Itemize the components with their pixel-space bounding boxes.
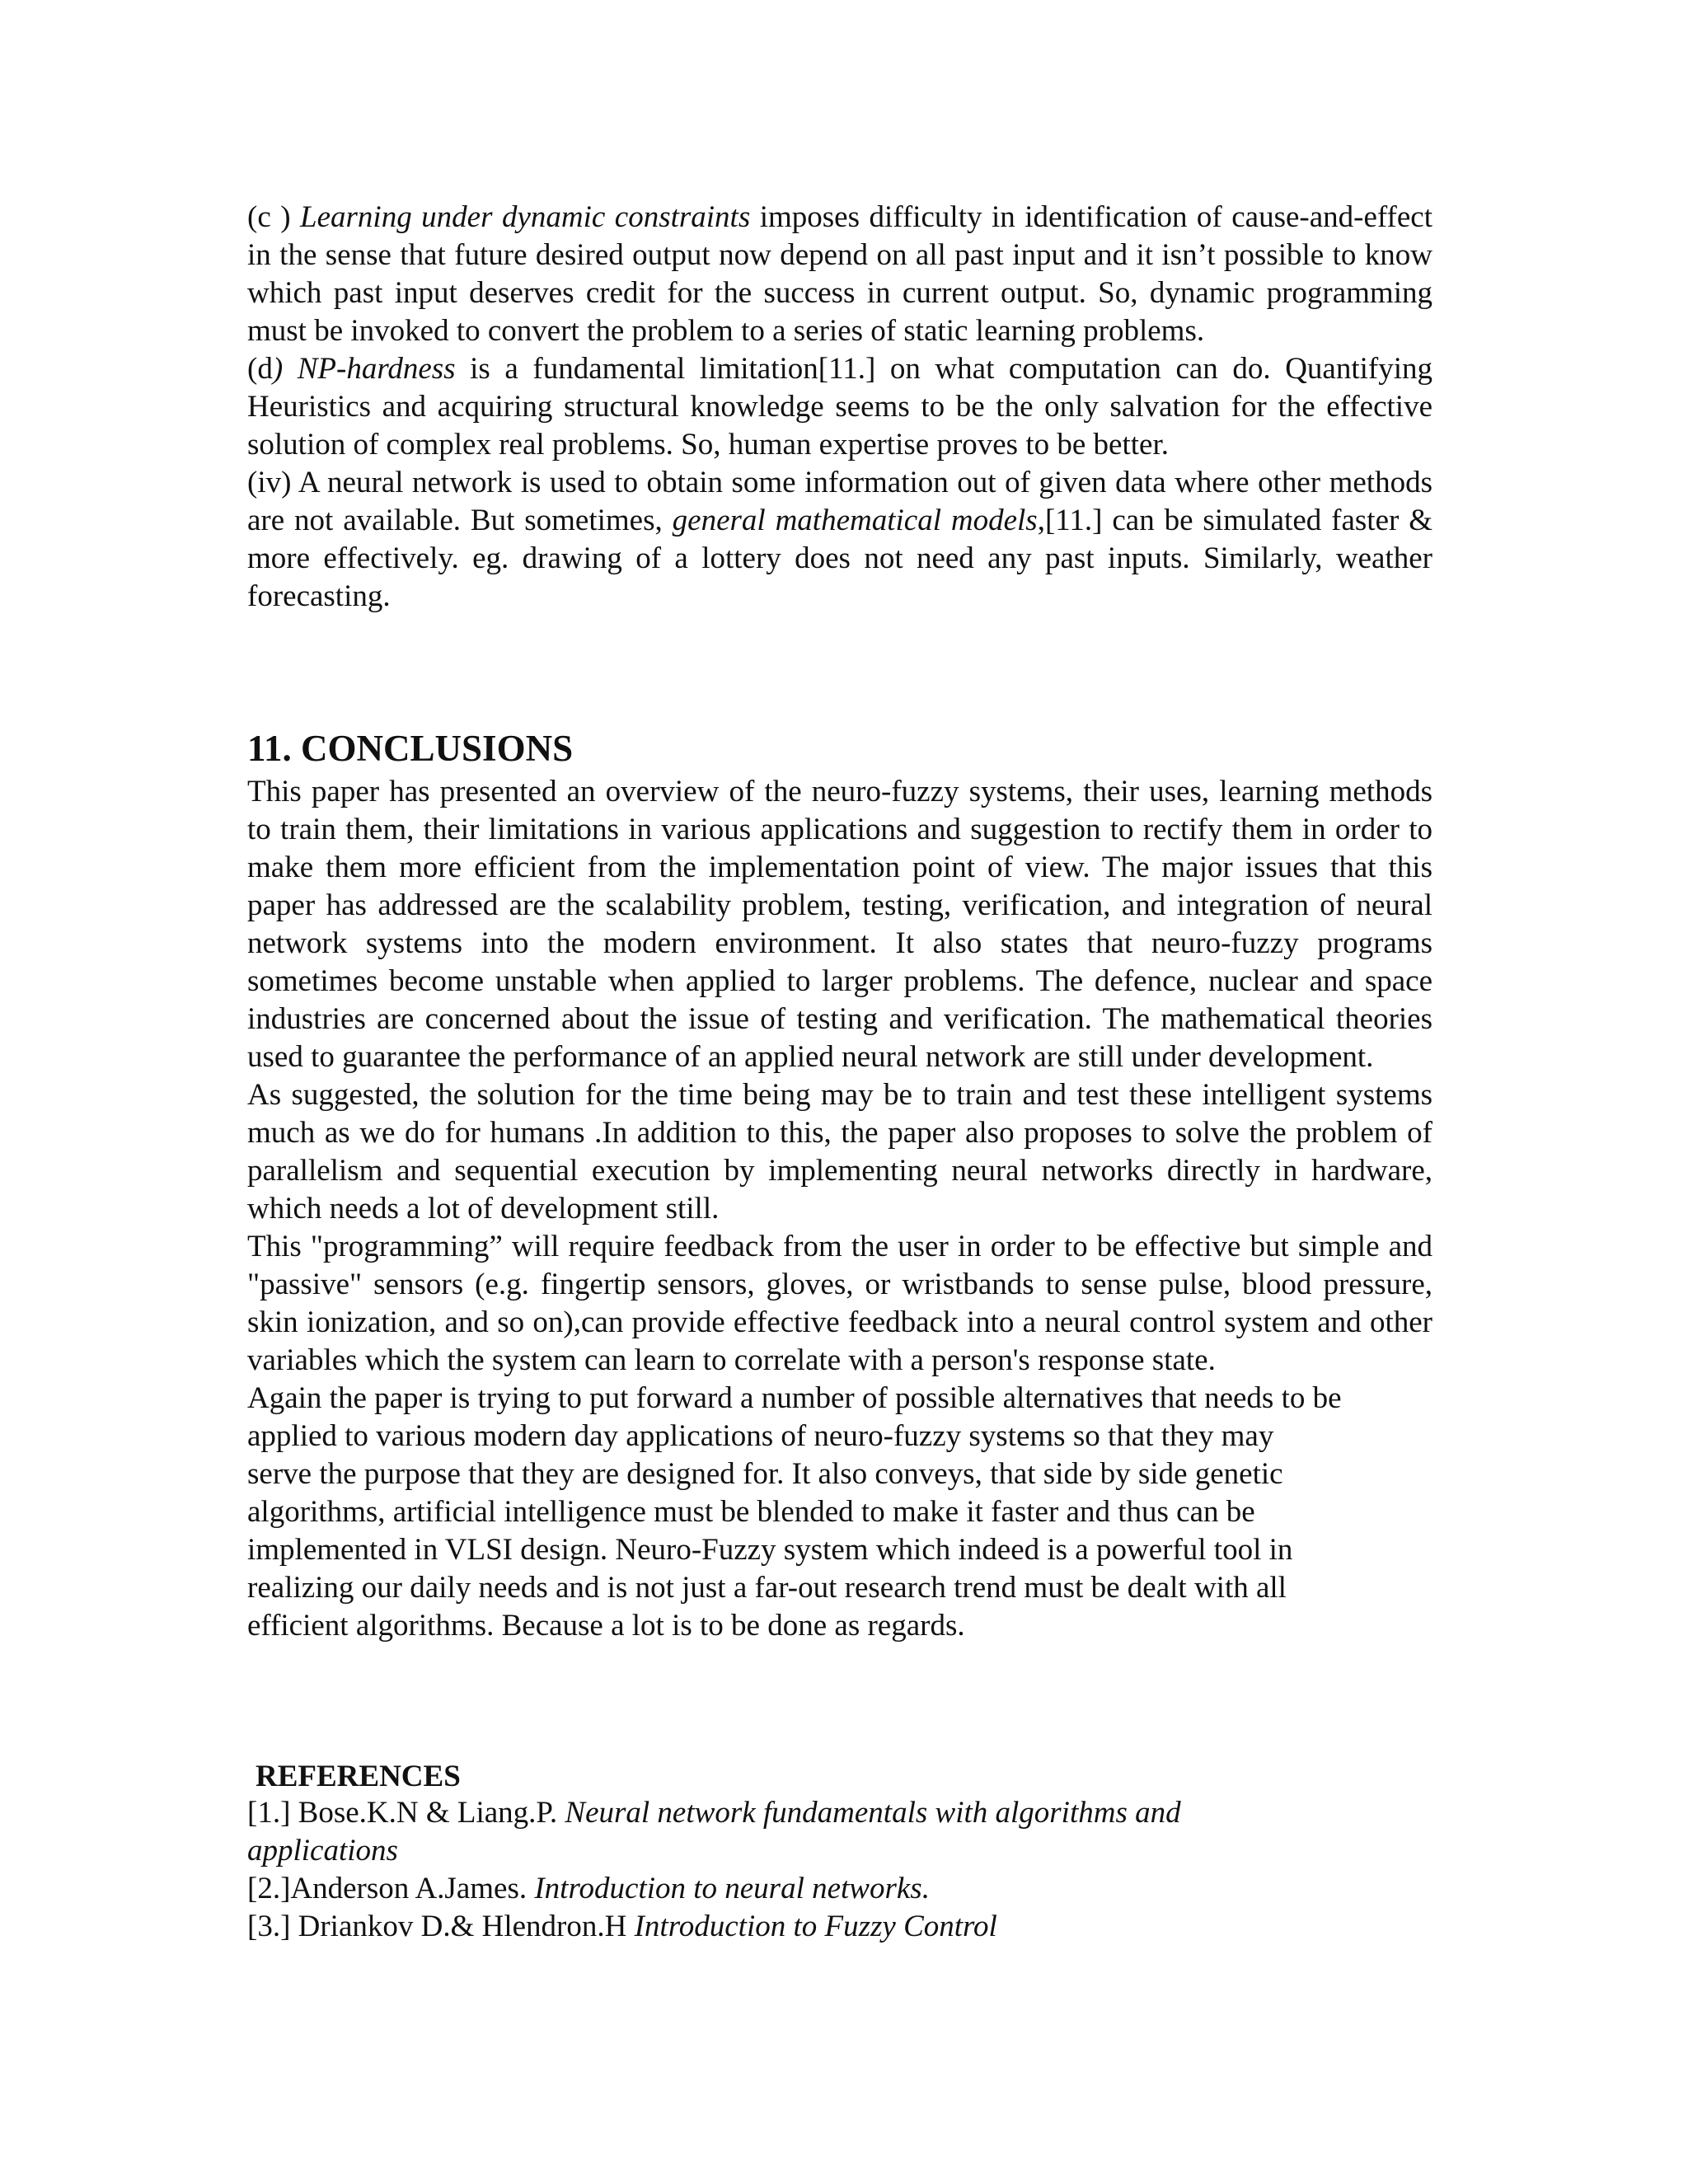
reference-2-title: Introduction to neural networks. bbox=[534, 1872, 930, 1905]
conclusions-paragraph-4 bbox=[247, 1380, 1432, 1645]
para-d-italic: ) NP-hardness bbox=[272, 352, 456, 386]
reference-1-title: Neural network fundamentals with algorithms and bbox=[565, 1796, 1181, 1830]
para-d-text: is a fundamental limitation[11.] on what computation can do. Quantifying Heuristics and acquiring structural knowledge seems to be the only salvation for the effective solution of complex real problems. So, human expertise proves to be better. bbox=[247, 352, 1433, 462]
conclusions-paragraph-3: This "programming” will require feedback from the user in order to be effective but simple and "passive" sensors (e.g. fingertip sensors, gloves, or wristbands to sense pulse, blood pressure, skin ionization, and so on),can provide effective feedback into a neural control system and other variables which the system can learn to correlate with a person's response state. bbox=[247, 1230, 1432, 1377]
paragraph-line: Again the paper is trying to put forward a number of possible alternatives that needs to be bbox=[247, 1381, 1342, 1415]
paragraph-line: applied to various modern day applications of neuro-fuzzy systems so that they may bbox=[247, 1419, 1274, 1453]
reference-1-title-cont: applications bbox=[247, 1834, 398, 1868]
para-iv-text: ,[11.] can be simulated faster & more effectively. eg. drawing of a lottery does not need any past inputs. Similarly, weather forecasting. bbox=[247, 504, 1432, 613]
para-c-text: imposes difficulty in identification of cause-and-effect in the sense that future desired output now depend on all past input and it isn’t possible to know which past input deserves credit for the success in current output. So, dynamic programming must be invoked to convert the problem to a series of static learning problems. bbox=[247, 200, 1432, 348]
para-d-prefix: (d bbox=[247, 352, 273, 386]
reference-3-authors: [3.] Driankov D.& Hlendron.H bbox=[247, 1910, 635, 1943]
references-heading: REFERENCES bbox=[256, 1760, 461, 1793]
reference-1-continued bbox=[247, 1832, 1432, 1870]
paragraph-line: efficient algorithms. Because a lot is to be done as regards. bbox=[247, 1609, 965, 1643]
paragraph-line: serve the purpose that they are designed for. It also conveys, that side by side genetic bbox=[247, 1457, 1283, 1491]
reference-3 bbox=[247, 1908, 1432, 1946]
conclusions-paragraph-2: As suggested, the solution for the time being may be to train and test these intelligent systems much as we do for humans .In addition to this, the paper also proposes to solve the problem of parallelism and sequential execution by implementing neural networks directly in hardware, which needs a lot of development still. bbox=[247, 1078, 1432, 1226]
para-iv-italic: general mathematical models bbox=[672, 504, 1038, 537]
paragraph-iv bbox=[247, 464, 1432, 616]
reference-3-title: Introduction to Fuzzy Control bbox=[634, 1910, 997, 1943]
paragraph-line: implemented in VLSI design. Neuro-Fuzzy system which indeed is a powerful tool in bbox=[247, 1533, 1293, 1567]
paragraph-d bbox=[247, 350, 1432, 464]
conclusions-paragraph-1: This paper has presented an overview of the neuro-fuzzy systems, their uses, learning methods to train them, their limitations in various applications and suggestion to rectify them in order to make them more efficient from the implementation point of view. The major issues that this paper has addressed are the scalability problem, testing, verification, and integration of neural network systems into the modern environment. It also states that neuro-fuzzy programs sometimes become unstable when applied to larger problems. The defence, nuclear and space industries are concerned about the issue of testing and verification. The mathematical theories used to guarantee the performance of an applied neural network are still under development. bbox=[247, 775, 1432, 1074]
para-iv-prefix: (iv) A neural network is used to obtain some information out of given data where other methods are not available. But sometimes, bbox=[247, 466, 1432, 537]
reference-2-authors: [2.]Anderson A.James. bbox=[247, 1872, 535, 1905]
para-c-prefix: (c ) bbox=[247, 200, 301, 234]
references-list bbox=[247, 1794, 1432, 1946]
reference-1-authors: [1.] Bose.K.N & Liang.P. bbox=[247, 1796, 565, 1830]
top-paragraphs bbox=[247, 199, 1432, 616]
reference-2 bbox=[247, 1870, 1432, 1908]
paragraph-line: algorithms, artificial intelligence must be blended to make it faster and thus can be bbox=[247, 1495, 1255, 1529]
para-c-italic: Learning under dynamic constraints bbox=[300, 200, 751, 234]
paragraph-line: realizing our daily needs and is not just a far-out research trend must be dealt with all bbox=[247, 1571, 1287, 1605]
reference-1 bbox=[247, 1794, 1432, 1832]
conclusions-heading: 11. CONCLUSIONS bbox=[247, 728, 574, 769]
conclusions-body bbox=[247, 773, 1432, 1645]
paragraph-c bbox=[247, 199, 1432, 350]
